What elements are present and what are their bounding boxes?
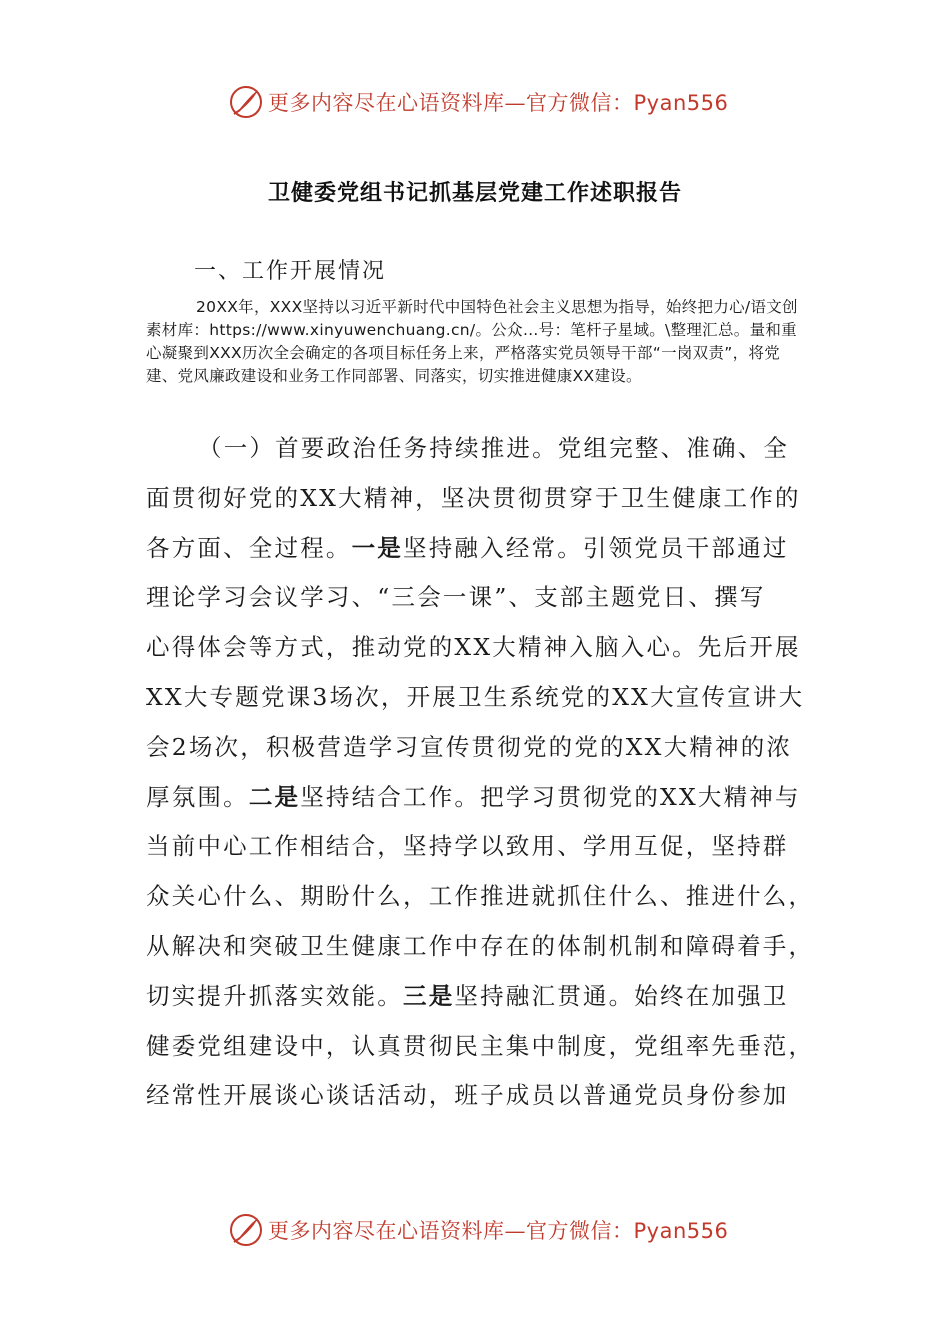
body-line: 理论学习会议学习、“三会一课”、支部主题党日、撰写	[146, 583, 766, 612]
body-line: 健委党组建设中，认真贯彻民主集中制度，党组率先垂范，	[146, 1031, 815, 1060]
emphasis-marker: 二是	[248, 782, 301, 811]
body-line-text: 坚持融入经常。引领党员干部通过	[403, 533, 789, 562]
banner-text: 更多内容尽在心语资料库—官方微信：Pyan556	[268, 91, 729, 115]
body-line: （一）首要政治任务持续推进。党组完整、准确、全	[198, 434, 790, 462]
body-line: 心得体会等方式，推动党的XX大精神入脑入心。先后开展	[146, 633, 801, 662]
section-heading: 一、工作开展情况	[194, 259, 387, 284]
body-line: 当前中心工作相结合，坚持学以致用、学用互促，坚持群	[146, 832, 789, 861]
body-line-text: 厚氛围。	[146, 782, 249, 811]
body-line: 从解决和突破卫生健康工作中存在的体制机制和障碍着手，	[146, 931, 815, 960]
header-banner	[228, 82, 728, 122]
banner-text: 更多内容尽在心语资料库—官方微信：Pyan556	[268, 1219, 729, 1243]
wechat-id: Pyan556	[633, 1219, 729, 1243]
document-title: 卫健委党组书记抓基层党建工作述职报告	[267, 181, 682, 206]
body-line: 会2场次，积极营造学习宣传贯彻党的党的XX大精神的浓	[146, 732, 793, 761]
body-line: 众关心什么、期盼什么，工作推进就抓住什么、推进什么，	[146, 882, 815, 911]
emphasis-marker: 一是	[351, 533, 404, 562]
body-line-text: 切实提升抓落实效能。	[146, 981, 403, 1010]
quill-logo-icon	[228, 1212, 264, 1248]
body-line: 经常性开展谈心谈话活动，班子成员以普通党员身份参加	[146, 1081, 789, 1110]
body-line-text: 坚持融汇贯通。始终在加强卫	[454, 981, 789, 1010]
emphasis-marker: 三是	[403, 981, 455, 1010]
body-line-text: 坚持结合工作。把学习贯彻党的XX大精神与	[300, 782, 801, 811]
quill-logo-icon	[228, 84, 264, 120]
intro-paragraph: 20XX年，XXX坚持以习近平新时代中国特色社会主义思想为指导，始终把力心/语文创素材库：https://www.xinyuwenchuang.cn/。公众…号：笔杆子星域。\整理汇总。量和重心凝聚到XXX历次全会确定的各项目标任务上来，严格落实党员领导干部“一岗双责”，将党建、党风廉政建设和业务工作同部署、同落实，切实推进健康XX建设。	[146, 298, 798, 385]
body-paragraph	[146, 424, 815, 1121]
body-line	[146, 773, 806, 823]
body-line	[146, 524, 806, 574]
body-line: XX大专题党课3场次，开展卫生系统党的XX大宣传宣讲大	[146, 682, 805, 711]
wechat-id: Pyan556	[633, 91, 729, 115]
body-line	[146, 972, 806, 1022]
body-line-text: 各方面、全过程。	[146, 533, 352, 562]
footer-banner	[228, 1210, 728, 1250]
body-line: 面贯彻好党的XX大精神，坚决贯彻贯穿于卫生健康工作的	[146, 483, 801, 512]
